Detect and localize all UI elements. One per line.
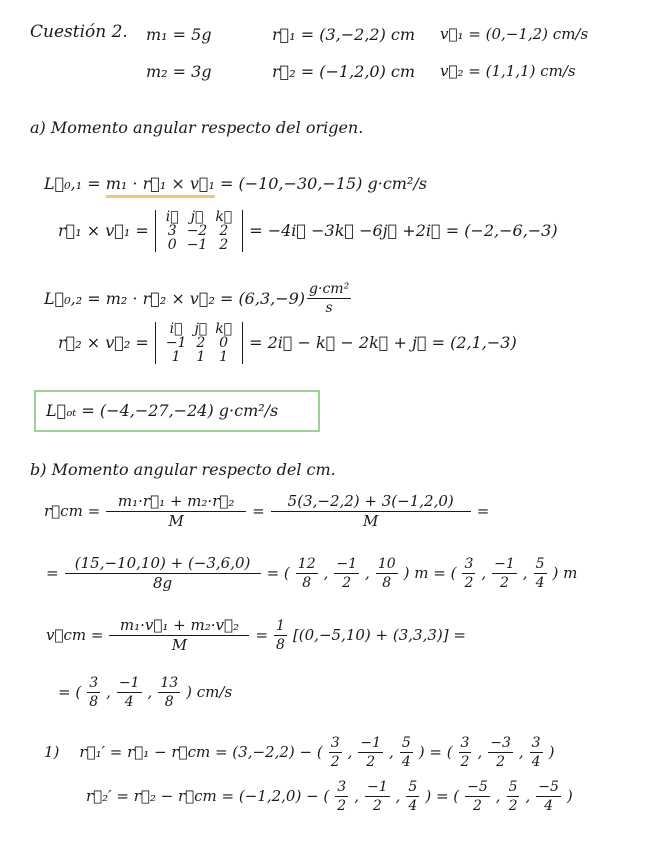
cross2-result: = 2i⃗ − k⃗ − 2k⃗ + j⃗ = (2,1,−3): [249, 333, 517, 352]
velocity-2: v⃗₂ = (1,1,1) cm/s: [440, 62, 576, 80]
L02-unit: $\frac{\text{g·cm²}}{s}$: [309, 281, 350, 316]
vcm-rhs: [(0,−5,10) + (3,3,3)] =: [292, 626, 466, 644]
part-b-heading: b) Momento angular respecto del cm.: [30, 460, 336, 479]
cross1-result: = −4i⃗ −3k⃗ −6j⃗ +2i⃗ = (−2,−6,−3): [249, 221, 558, 240]
mass-2: m₂ = 3g: [146, 62, 212, 81]
vcm-result-line: = ( $\frac{3}{8}$ , $\frac{-1}{4}$ , $\frac{13}{8}$ ) cm/s: [58, 675, 233, 710]
cross-product-2: [58, 322, 517, 364]
cross2-lhs: r⃗₂ × v⃗₂ =: [58, 333, 149, 352]
question-title: Cuestión 2.: [30, 22, 128, 42]
L01-formula: m₁ · r⃗₁ × v⃗₁: [105, 174, 215, 193]
vcm-fraction: $\frac{\text{m₁·v⃗₁ + m₂·v⃗₂}}{M}$: [109, 618, 249, 653]
total-angular-momentum: L⃗ₒₜ = (−4,−27,−24) g·cm²/s: [46, 401, 279, 420]
determinant-1: i⃗ j⃗ k⃗ 3 −2 2 0 −1 2: [155, 210, 243, 252]
vcm-lhs: v⃗cm =: [46, 626, 104, 644]
position-2: r⃗₂ = (−1,2,0) cm: [272, 62, 416, 81]
mass-1: m₁ = 5g: [146, 25, 212, 44]
rcm-lhs: r⃗cm =: [44, 502, 101, 520]
determinant-2: i⃗ j⃗ k⃗ −1 2 0 1 1 1: [155, 322, 243, 364]
L01-lhs: L⃗₀,₁ =: [44, 174, 101, 193]
angular-momentum-1: [44, 176, 427, 192]
cross1-lhs: r⃗₁ × v⃗₁ =: [58, 221, 149, 240]
rcm-tail: =: [476, 502, 490, 520]
vcm-line: v⃗cm = $\frac{\text{m₁·v⃗₁ + m₂·v⃗₂}}{M}$ = $\frac{1}{8}$ [(0,−5,10) + (3,3,3)] =: [46, 616, 466, 654]
r1-prime-line: 1) r⃗₁′ = r⃗₁ − r⃗cm = (3,−2,2) − ( $\frac{3}{2}$ , $\frac{-1}{2}$ , $\frac{5}{4}$ ) = ( $\frac{3}{2}$ , $\frac{-3}{2}$ , $\frac{3}{4}$ ): [44, 735, 555, 770]
cross-product-1: [58, 210, 558, 252]
rcm-line: [44, 494, 489, 529]
item-label: 1): [44, 743, 60, 761]
angular-momentum-2: [44, 282, 353, 315]
rcm-fraction-2: $\frac{5(3,-2,2) + 3(-1,2,0)}{M}$: [271, 494, 471, 529]
velocity-1: v⃗₁ = (0,−1,2) cm/s: [440, 25, 589, 43]
position-1: r⃗₁ = (3,−2,2) cm: [272, 25, 416, 44]
rcm-sum-fraction: $\frac{(15,-10,10) + (-3,6,0)}{8g}$: [65, 556, 261, 591]
L01-result: = (−10,−30,−15) g·cm²/s: [219, 174, 427, 193]
part-a-heading: a) Momento angular respecto del origen.: [30, 118, 364, 137]
rcm-fraction-1: $\frac{\text{m₁·r⃗₁ + m₂·r⃗₂}}{M}$: [106, 494, 246, 529]
rcm-result-line: = $\frac{(15,-10,10) + (-3,6,0)}{8g}$ = ( $\frac{12}{8}$ , $\frac{-1}{2}$ , $\frac{10}{8}$ ) m = ( $\frac{3}{2}$ , $\frac{-1}{2}$ , $\frac{5}{4}$ ) m: [46, 554, 578, 592]
L02-lhs: L⃗₀,₂ = m₂ · r⃗₂ × v⃗₂ = (6,3,−9): [44, 288, 306, 308]
r2-prime-line: r⃗₂′ = r⃗₂ − r⃗cm = (−1,2,0) − ( $\frac{3}{2}$ , $\frac{-1}{2}$ , $\frac{5}{4}$ ) = ( $\frac{-5}{2}$ , $\frac{5}{2}$ , $\frac{-5}{4}$ ): [86, 779, 573, 814]
rcm-eq: =: [252, 502, 265, 520]
